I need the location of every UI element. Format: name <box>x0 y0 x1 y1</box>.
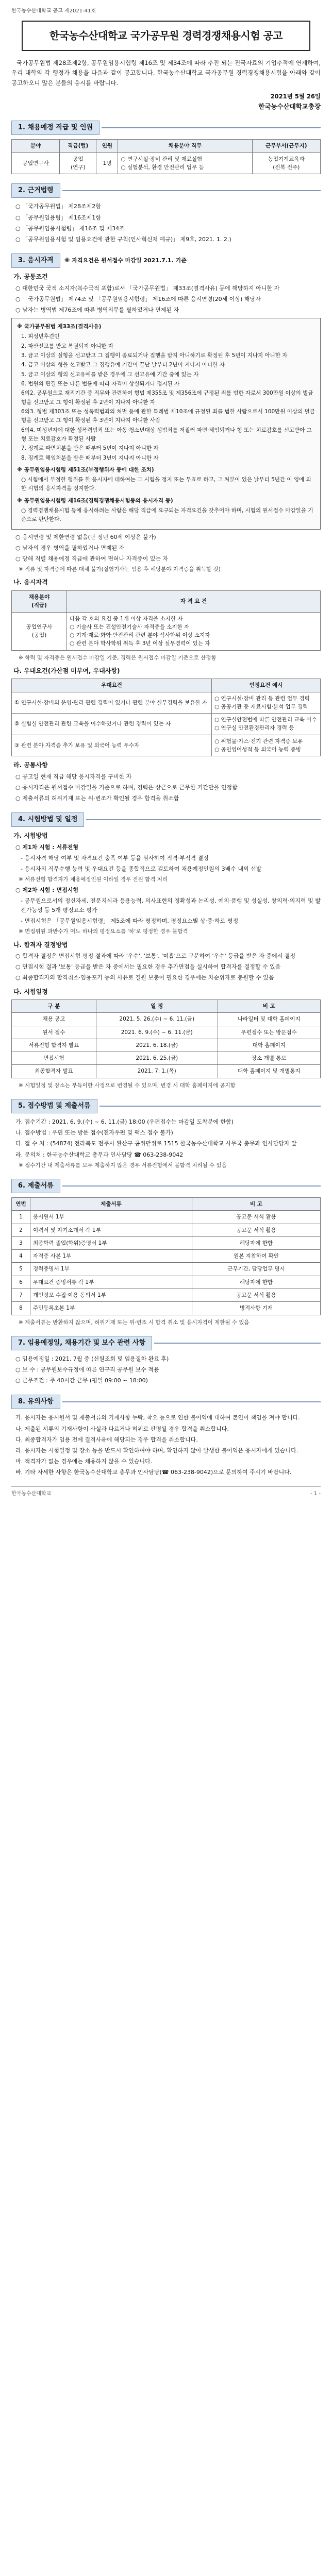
table-cell: 농업기계교육과 (전북 전주) <box>252 152 320 174</box>
table-cell: 최종학력 졸업(학위)증명서 1부 <box>30 1236 192 1249</box>
legal-basis-list <box>11 202 321 244</box>
column-header: 비 고 <box>218 1000 320 1013</box>
column-header: 구 분 <box>12 1000 96 1013</box>
box-line: 2. 파산선고를 받고 복권되지 아니한 자 <box>21 343 113 349</box>
condition-item: ○ 당해 직렬 채용예정 직급에 관하여 면허나 자격증이 있는 자 <box>15 555 169 562</box>
condition-item: ○ 제출서류의 허위기재 또는 위·변조가 확인될 경우 합격을 취소함 <box>15 795 179 802</box>
condition-item: ○ 응시자격은 원서접수 마감일을 기준으로 하며, 경력은 상근으로 근무한 기간만을 인정함 <box>15 784 238 791</box>
box-line: 4. 금고 이상의 형을 선고받고 그 집행유예 기간이 끝난 날부터 2년이 지나지 아니한 자 <box>21 362 225 368</box>
table-row <box>12 1224 321 1236</box>
table-cell: 개인정보 수집·이용 동의서 1부 <box>30 1289 192 1301</box>
application-info-list <box>11 1117 321 1160</box>
table-cell: 3 <box>12 1236 30 1249</box>
subsection-title: 다. 시험일정 <box>13 988 48 995</box>
section-title: 6. 제출서류 <box>11 1179 60 1193</box>
table-cell: 공업연구사 (공업) <box>12 612 67 650</box>
table-cell: 5 <box>12 1263 30 1276</box>
table-cell: 응시원서 1부 <box>30 1211 192 1224</box>
caution-item: 가. 응시자는 응시원서 및 제출서류의 기재사항 누락, 착오 등으로 인한 불이익에 대하여 본인이 책임을 져야 합니다. <box>15 1414 300 1421</box>
box-line: 7. 징계로 파면처분을 받은 때부터 5년이 지나지 아니한 자 <box>21 445 159 452</box>
stage-1-list <box>11 854 321 874</box>
application-item: 나. 접수방법 : 우편 또는 방문 접수(전자우편 및 팩스 접수 불가) <box>15 1129 173 1137</box>
criteria-item: ○ 합격자 결정은 면접시험 평정 결과에 따라 '우수', '보통', '미흡'으로 구분하여 '우수' 등급을 받은 자 중에서 결정 <box>15 953 296 960</box>
caution-item: 바. 기타 자세한 사항은 한국농수산대학교 총무과 인사담당(☎ 063-238-9042)으로 문의하여 주시기 바랍니다. <box>15 1469 292 1476</box>
column-header: 인원 <box>96 140 118 152</box>
table-row <box>12 735 321 756</box>
terms-item: ○ 임용예정일 : 2021. 7월 중 (신원조회 및 임용절차 완료 후) <box>15 1355 169 1362</box>
section-title: 7. 임용예정일, 채용기간 및 보수 관련 사항 <box>11 1336 152 1350</box>
employment-terms-list <box>11 1354 321 1385</box>
box-heading: ※ 공무원임용시험령 제16조(경력경쟁채용시험등의 응시자격 등) <box>17 497 173 504</box>
section-1-header <box>11 121 321 135</box>
box-line: ○ 경력경쟁채용시험 등에 응시하려는 사람은 해당 직급에 요구되는 자격요건을 갖추어야 하며, 시험의 원서접수 마감일을 기준으로 판단한다. <box>21 507 313 523</box>
box-line: 6. 법원의 판결 또는 다른 법률에 따라 자격이 상실되거나 정지된 자 <box>21 381 180 387</box>
stage-2-title: ○ 제2차 시험 : 면접시험 <box>15 886 78 893</box>
schedule-table <box>11 999 321 1078</box>
notice-number: 한국농수산대학교 공고 제2021-41호 <box>11 8 96 14</box>
section-7-header <box>11 1336 321 1350</box>
application-item: 다. 접 수 처 : (54874) 전라북도 전주시 완산구 콩쥐팥쥐로 1515 한국농수산대학교 사무국 총무과 인사담당자 앞 <box>15 1140 297 1147</box>
subsection-title: 다. 우대요건(가산점 미부여, 우대사항) <box>13 667 120 674</box>
pass-criteria-list <box>11 952 321 982</box>
table-cell: 공업 (연구) <box>60 152 96 174</box>
section-title: 2. 근거법령 <box>11 183 60 198</box>
table-cell: 1 <box>12 1211 30 1224</box>
table-cell: 근무기간, 담당업무 명시 <box>192 1263 320 1276</box>
table-cell: 2021. 6. 18.(금) <box>96 1039 218 1052</box>
condition-item: ○ 응시연령 및 제한연령 없음(단 정년 60세 이상은 불가) <box>15 533 156 540</box>
subsection-title: 가. 공통조건 <box>13 273 48 281</box>
section-3-header <box>11 253 321 268</box>
caution-item: 다. 최종합격자가 임용 전에 결격사유에 해당되는 경우 합격을 취소합니다. <box>15 1436 198 1443</box>
condition-item: ○ 남자의 경우 병역을 필하였거나 면제된 자 <box>15 544 125 551</box>
box-line: 1. 피성년후견인 <box>21 333 60 340</box>
section-5-header <box>11 1099 321 1113</box>
application-note: ※ 접수기간 내 제출서류를 모두 제출하지 않은 경우 서류전형에서 불합격 처리될 수 있음 <box>19 1162 227 1168</box>
stage-2-list <box>11 896 321 926</box>
common-conditions-list <box>11 284 321 315</box>
table-cell: 2021. 6. 25.(금) <box>96 1052 218 1065</box>
table-cell: 해당자에 한함 <box>192 1276 320 1289</box>
stage-item: - 응시자격 해당 여부 및 자격요건 충족 여부 등을 심사하여 적격·부적격 결정 <box>21 855 209 862</box>
table-cell: 공업연구사 <box>12 152 60 174</box>
table-cell: 자격증 사본 1부 <box>30 1250 192 1263</box>
table-cell: 2 <box>12 1224 30 1236</box>
notice-title: 한국농수산대학교 국가공무원 경력경쟁채용시험 공고 <box>22 21 310 51</box>
caution-item: 라. 응시자는 시험일정 및 장소 등을 반드시 확인하여야 하며, 확인하지 않아 발생한 불이익은 응시자에게 있습니다. <box>15 1447 298 1454</box>
table-row <box>12 1250 321 1263</box>
box-heading: ※ 공무원임용시험령 제51조(부정행위자 등에 대한 조치) <box>17 466 154 473</box>
section-title: 1. 채용예정 직급 및 인원 <box>11 121 99 135</box>
table-cell: 해당자에 한함 <box>192 1236 320 1249</box>
caution-item: 나. 제출된 서류의 기재사항이 사실과 다르거나 허위로 판명될 경우 합격을 취소합니다. <box>15 1425 229 1432</box>
subsection-title: 나. 합격자 결정방법 <box>13 941 68 948</box>
caution-item: 마. 적격자가 없는 경우에는 채용하지 않을 수 있습니다. <box>15 1458 153 1465</box>
terms-item: ○ 근무조건 : 주 40시간 근무 (평일 09:00 ~ 18:00) <box>15 1377 148 1384</box>
table-row <box>12 1211 321 1224</box>
table-cell: 6 <box>12 1276 30 1289</box>
notice-date: 2021년 5월 26일 <box>270 93 321 100</box>
positions-table <box>11 139 321 174</box>
stage-1-title: ○ 제1차 시험 : 서류전형 <box>15 844 78 851</box>
box-line: ○ 시험에서 부정한 행위를 한 응시자에 대하여는 그 시험을 정지 또는 무효로 하고, 그 처분이 있은 날부터 5년간 이 영에 의한 시험의 응시자격을 정지한다. <box>21 477 311 492</box>
table-row <box>12 1263 321 1276</box>
table-cell: 주민등록초본 1부 <box>30 1302 192 1315</box>
box-line: 5. 금고 이상의 형의 선고유예를 받은 경우에 그 선고유예 기간 중에 있는 자 <box>21 371 199 378</box>
box-line: 8. 징계로 해임처분을 받은 때부터 3년이 지나지 아니한 자 <box>21 454 159 461</box>
table-cell: ○ 연구시설·장비 관리 및 재료실험 ○ 실험분석, 환경 안전관리 업무 등 <box>118 152 252 174</box>
table-cell: ② 실험실 안전관리 관련 교육을 이수하였거나 관련 경력이 있는 자 <box>12 714 212 735</box>
table-cell: 원서 접수 <box>12 1026 96 1039</box>
cautions-list <box>11 1413 321 1477</box>
page-footer <box>11 1486 321 1498</box>
column-header: 일 정 <box>96 1000 218 1013</box>
stage-item: - 공무원으로서의 정신자세, 전문지식과 응용능력, 의사표현의 정확성과 논리성, 예의·품행 및 성실성, 창의력·의지력 및 발전가능성 등 5개 평정요소 평가 <box>21 897 321 913</box>
criteria-item: ○ 최종합격자의 합격취소·임용포기 등의 사유로 결원 보충이 필요한 경우에는 차순위자로 충원할 수 있음 <box>15 974 274 981</box>
issuing-organization: 한국농수산대학교총장 <box>258 102 321 110</box>
stage-item: - 면접시험은 「공무원임용시험령」 제5조에 따라 평정하며, 평정요소별 상·중·하로 평정 <box>21 918 239 925</box>
table-row <box>12 152 321 174</box>
stage-2-note: ※ 면접위원 과반수가 어느 하나의 평정요소를 '하'로 평정한 경우 불합격 <box>19 928 188 935</box>
section-4-header <box>11 812 321 827</box>
table-cell: 대학 홈페이지 <box>218 1039 320 1052</box>
table-row <box>12 1026 321 1039</box>
section-title: 3. 응시자격 <box>11 253 60 268</box>
column-header: 분야 <box>12 140 60 152</box>
table-cell: 서류전형 합격자 발표 <box>12 1039 96 1052</box>
table-cell: 채용 공고 <box>12 1013 96 1026</box>
section-title: 5. 접수방법 및 제출서류 <box>11 1099 97 1113</box>
table-cell: 2021. 5. 26.(수) ~ 6. 11.(금) <box>96 1013 218 1026</box>
column-header: 자 격 요 건 <box>67 590 321 612</box>
documents-note: ※ 제출서류는 반환하지 않으며, 허위기재 또는 위·변조 시 합격 취소 및 응시자격이 제한될 수 있음 <box>19 1319 250 1326</box>
table-cell: 1명 <box>96 152 118 174</box>
table-row <box>12 1302 321 1315</box>
table-row <box>12 1013 321 1026</box>
table-row <box>12 1289 321 1301</box>
box-line: 6의2. 공무원으로 재직기간 중 직무와 관련하여 형법 제355조 및 제356조에 규정된 죄를 범한 자로서 300만원 이상의 벌금형을 선고받고 그 형이 확정된 후 2년이 지나지 아니한 자 <box>21 390 313 405</box>
condition-item: ○ 공고일 현재 직급 해당 응시자격을 구비한 자 <box>15 773 132 780</box>
column-header: 근무부서(근무지) <box>252 140 320 152</box>
table-cell: 7 <box>12 1289 30 1301</box>
table-cell: 최종합격자 발표 <box>12 1065 96 1078</box>
table-cell: ③ 관련 분야 자격증 추가 보유 및 외국어 능력 우수자 <box>12 735 212 756</box>
intro-paragraph: 국가공무원법 제28조제2항, 공무원임용시험령 제16조 및 제34조에 따라 추진 되는 전국자료의 기업추적에 연계하여, 우리 대학의 각 행정가 채용을 다음과 같이 공고합니다. 한국농수산대학교 국가공무원 경력경쟁채용시험을 아래와 같이 공고하오니 많은 분들의 응시를 바랍니다. <box>11 59 321 87</box>
table-cell: 4 <box>12 1250 30 1263</box>
column-header: 채용분야 (직급) <box>12 590 67 612</box>
qualification-note: ※ 학력 및 자격증은 원서접수 마감일 기준, 경력은 원서접수 마감일 기준으로 산정함 <box>19 654 217 661</box>
table-row <box>12 714 321 735</box>
subsection-title: 가. 시험방법 <box>13 832 48 840</box>
column-header: 제출서류 <box>30 1198 192 1211</box>
table-cell: 경력증명서 1부 <box>30 1263 192 1276</box>
table-cell: 나라일터 및 대학 홈페이지 <box>218 1013 320 1026</box>
stage-1-note: ※ 서류전형 합격자가 채용예정인원 이하일 경우 전원 합격 처리 <box>19 876 168 883</box>
table-row <box>12 1276 321 1289</box>
application-item: 가. 접수기간 : 2021. 6. 9.(수) ~ 6. 11.(금) 18:00 (우편접수는 마감일 도착분에 한함) <box>15 1118 234 1126</box>
table-row <box>12 692 321 714</box>
table-cell: ○ 위험물·가스·전기 관련 자격증 보유 ○ 공인영어성적 등 외국어 능력 증빙 <box>212 735 321 756</box>
legal-basis-item: ○ 「공무원임용령」 제16조제1항 <box>15 214 101 221</box>
application-item: 라. 문의처 : 한국농수산대학교 총무과 인사담당 ☎ 063-238-9042 <box>15 1151 184 1158</box>
condition-item: ○ 남자는 병역법 제76조에 따른 병역의무를 필하였거나 면제된 자 <box>15 306 179 313</box>
section-8-header <box>11 1395 321 1409</box>
legal-basis-item: ○ 「공무원임용시험령」 제16조 및 제34조 <box>15 225 125 232</box>
table-cell: ○ 연구실안전법에 따른 안전관리 교육 이수 ○ 연구실 안전환경관리자 경력 등 <box>212 714 321 735</box>
additional-conditions-list <box>11 533 321 564</box>
stage-item: - 응시자의 직무수행 능력 및 우대요건 등을 종합적으로 검토하여 채용예정인원의 3배수 내외 선발 <box>21 866 262 873</box>
table-cell: 우대요건 증빙서류 각 1부 <box>30 1276 192 1289</box>
table-cell: 공고문 서식 활용 <box>192 1211 320 1224</box>
table-row <box>12 1065 321 1078</box>
section-title: 4. 시험방법 및 일정 <box>11 812 84 827</box>
table-cell: 장소 개별 통보 <box>218 1052 320 1065</box>
box-line: 6의4. 미성년자에 대한 성폭력범죄 또는 아동·청소년대상 성범죄를 저질러 파면·해임되거나 형 또는 치료감호를 선고받아 그 형 또는 치료감호가 확정된 사람 <box>21 427 312 442</box>
table-cell: 2021. 6. 9.(수) ~ 6. 11.(금) <box>96 1026 218 1039</box>
table-row <box>12 612 321 650</box>
legal-basis-item: ○ 「공무원임용시험 및 임용요건에 관한 규칙(인사혁신처 예규)」 제9호, 2021. 1. 2.) <box>15 235 231 243</box>
box-heading: ※ 국가공무원법 제33조(결격사유) <box>17 324 102 330</box>
table-cell: 면접시험 <box>12 1052 96 1065</box>
disqualification-box <box>11 318 321 530</box>
table-cell: 2021. 7. 1.(목) <box>96 1065 218 1078</box>
box-line: 6의3. 형법 제303조 또는 성폭력범죄의 처벌 등에 관한 특례법 제10조에 규정된 죄를 범한 사람으로서 100만원 이상의 벌금형을 선고받고 그 형이 확정된 후 3년이 지나지 아니한 사람 <box>21 408 315 424</box>
condition-item: ○ 대한민국 국적 소지자(복수국적 포함)로서 「국가공무원법」 제33조(결격사유) 등에 해당하지 아니한 자 <box>15 284 280 292</box>
general-conditions-list <box>11 772 321 803</box>
preference-table <box>11 679 321 756</box>
table-cell: 우편접수 또는 방문접수 <box>218 1026 320 1039</box>
table-cell: 병적사항 기재 <box>192 1302 320 1315</box>
qualification-table <box>11 590 321 651</box>
box-line: 3. 금고 이상의 실형을 선고받고 그 집행이 종료되거나 집행을 받지 아니하기로 확정된 후 5년이 지나지 아니한 자 <box>21 352 288 359</box>
column-header: 인정요건 예시 <box>212 679 321 692</box>
table-row <box>12 1052 321 1065</box>
table-cell: 8 <box>12 1302 30 1315</box>
footer-organization: 한국농수산대학교 <box>11 1491 52 1497</box>
column-header: 연번 <box>12 1198 30 1211</box>
documents-table <box>11 1197 321 1315</box>
section-6-header <box>11 1179 321 1193</box>
subsection-title: 나. 응시자격 <box>13 579 48 586</box>
eligibility-note: ※ 자격요건은 원서접수 마감일 2021.7.1. 기준 <box>64 257 187 264</box>
table-cell: ○ 연구시설·장비 관리 등 관련 업무 경력 ○ 공공기관 등 재료시험·분석 업무 경력 <box>212 692 321 714</box>
table-cell: 원본 지참하여 확인 <box>192 1250 320 1263</box>
column-header: 비 고 <box>192 1198 320 1211</box>
certificate-note: ※ 직류 및 자격증에 따른 대체 불가(실험기사는 임용 후 해당분야 자격증을 취득할 것) <box>19 566 221 573</box>
legal-basis-item: ○ 「국가공무원법」 제28조제2항 <box>15 203 101 210</box>
table-cell: ① 연구시설·장비의 운영·관리 관련 경력이 있거나 관련 분야 실무경력을 보유한 자 <box>12 692 212 714</box>
table-cell: 공고문 서식 활용 <box>192 1289 320 1301</box>
terms-item: ○ 보 수 : 공무원보수규정에 따른 연구직 공무원 보수 적용 <box>15 1366 159 1374</box>
column-header: 우대요건 <box>12 679 212 692</box>
column-header: 채용분야 직무 <box>118 140 252 152</box>
subsection-title: 라. 공통사항 <box>13 761 48 769</box>
schedule-note: ※ 시험일정 및 장소는 부득이한 사정으로 변경될 수 있으며, 변경 시 대학 홈페이지에 공지함 <box>19 1082 236 1089</box>
criteria-item: ○ 면접시험 결과 '보통' 등급을 받은 자 중에서는 필요한 경우 추가면접을 실시하여 합격자를 결정할 수 있음 <box>15 963 281 971</box>
section-2-header <box>11 183 321 198</box>
page-number: - 1 - <box>310 1491 321 1497</box>
column-header: 직급(렬) <box>60 140 96 152</box>
section-title: 8. 유의사항 <box>11 1395 60 1409</box>
table-cell: 공고문 서식 활용 <box>192 1224 320 1236</box>
table-cell: 대학 홈페이지 및 개별통지 <box>218 1065 320 1078</box>
table-row <box>12 1236 321 1249</box>
table-cell: 다음 각 호의 요건 중 1개 이상 자격을 소지한 자 ○ 기술사 또는 건설안전기술사 자격증을 소지한 자 ○ 기계·재료·화학·안전관리 관련 분야 석사학위 이상 소지자 ○ 관련 분야 학사학위 취득 후 3년 이상 실무경력이 있는 자 <box>67 612 321 650</box>
table-cell: 이력서 및 자기소개서 각 1부 <box>30 1224 192 1236</box>
condition-item: ○ 「국가공무원법」 제74조 및 「공무원임용시험령」 제16조에 따른 응시연령(20세 이상) 해당자 <box>15 295 261 302</box>
table-row <box>12 1039 321 1052</box>
